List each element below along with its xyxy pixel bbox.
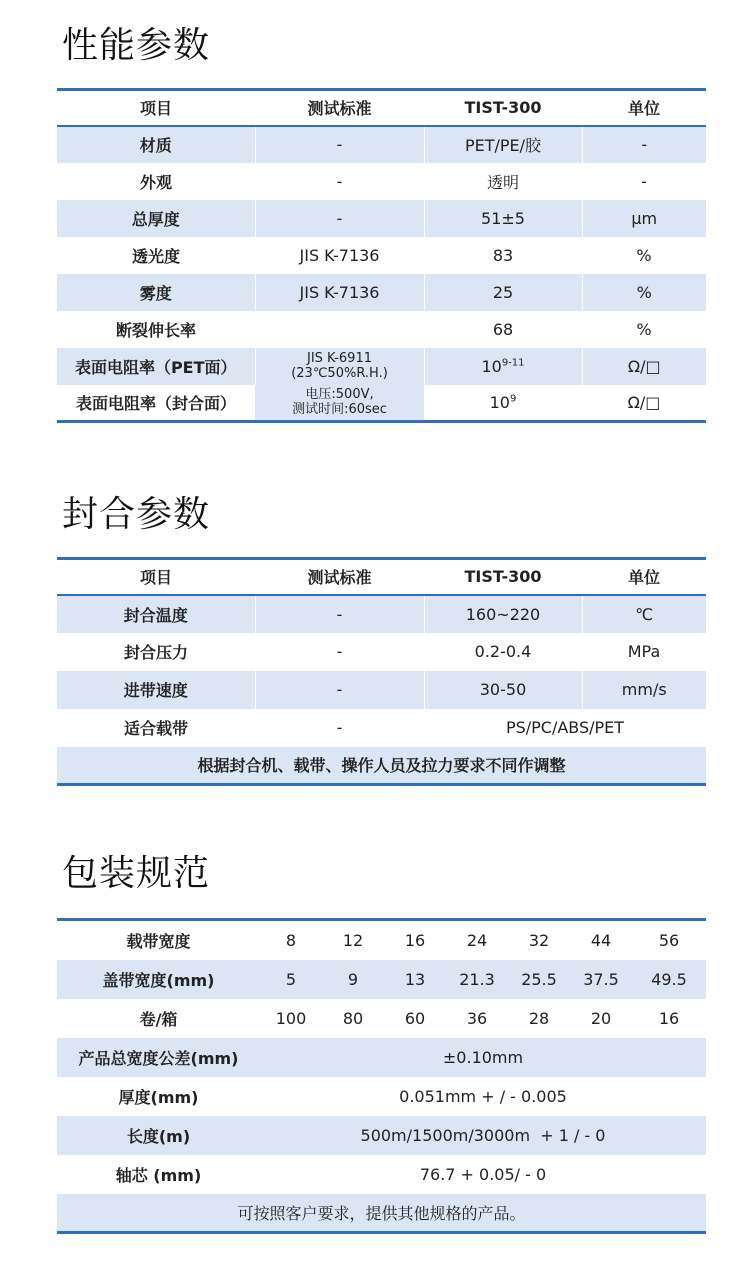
row-unit: % bbox=[582, 274, 706, 311]
row-value: 0.2-0.4 bbox=[474, 642, 532, 661]
standard-line: (23℃50%R.H.) bbox=[291, 366, 388, 381]
row-standard: JIS K-7136 bbox=[299, 245, 380, 265]
header-item: 项目 bbox=[57, 559, 255, 595]
standard-line: 电压:500V, bbox=[305, 387, 374, 403]
table-header-row bbox=[57, 90, 706, 126]
table-row bbox=[57, 348, 706, 385]
table-row bbox=[57, 237, 706, 274]
row-unit: MPa bbox=[627, 642, 661, 661]
row-standard: - bbox=[255, 126, 424, 163]
row-label: 产品总宽度公差(mm) bbox=[57, 1038, 260, 1077]
performance-table bbox=[57, 88, 706, 423]
row-item: 封合压力 bbox=[123, 643, 188, 662]
standard-line: JIS K-6911 bbox=[307, 351, 372, 366]
row-item: 总厚度 bbox=[57, 200, 255, 237]
table-header-row bbox=[57, 559, 706, 595]
standard-line: 测试时间:60sec bbox=[292, 402, 387, 418]
header-item: 项目 bbox=[57, 90, 255, 126]
cell: 12 bbox=[342, 930, 364, 950]
row-unit: μm bbox=[582, 200, 706, 237]
row-label: 长度(m) bbox=[57, 1116, 260, 1155]
row-item: 材质 bbox=[57, 126, 255, 163]
sealing-table bbox=[57, 557, 706, 786]
row-standard: - bbox=[336, 171, 343, 191]
row-standard: - bbox=[336, 718, 343, 737]
cell: 36 bbox=[466, 1008, 488, 1028]
value-exponent: 9 bbox=[509, 393, 517, 405]
row-standard: JIS K-7136 bbox=[255, 274, 424, 311]
row-label: 轴芯 (mm) bbox=[115, 1165, 202, 1185]
sealing-note: 根据封合机、载带、操作人员及拉力要求不同作调整 bbox=[57, 747, 706, 785]
row-item: 表面电阻率（PET面） bbox=[57, 348, 255, 385]
table-row bbox=[57, 126, 706, 163]
row-item: 透光度 bbox=[131, 246, 180, 266]
cell: 37.5 bbox=[570, 960, 632, 999]
value-exponent: 9-11 bbox=[501, 357, 525, 369]
row-item: 外观 bbox=[139, 172, 172, 192]
packaging-note: 可按照客户要求，提供其他规格的产品。 bbox=[57, 1194, 706, 1233]
cell: 16 bbox=[658, 1008, 680, 1028]
table-row bbox=[57, 1077, 706, 1116]
cell: 24 bbox=[466, 930, 488, 950]
cell: 32 bbox=[528, 930, 550, 950]
cell: 16 bbox=[404, 930, 426, 950]
table-row bbox=[57, 1116, 706, 1155]
row-standard bbox=[255, 385, 424, 422]
table-row bbox=[57, 709, 706, 747]
table-row bbox=[57, 595, 706, 633]
row-value: 68 bbox=[492, 319, 514, 339]
row-item: 适合载带 bbox=[123, 719, 188, 738]
row-value: 83 bbox=[492, 245, 514, 265]
row-unit: mm/s bbox=[582, 671, 706, 709]
header-standard: 测试标准 bbox=[255, 90, 424, 126]
table-row bbox=[57, 671, 706, 709]
row-standard: - bbox=[255, 595, 424, 633]
row-value: ±0.10mm bbox=[260, 1038, 706, 1077]
row-unit: - bbox=[641, 171, 647, 191]
table-row bbox=[57, 311, 706, 348]
cell: 20 bbox=[590, 1008, 612, 1028]
row-standard: - bbox=[255, 200, 424, 237]
table-row bbox=[57, 999, 706, 1038]
cell: 49.5 bbox=[632, 960, 706, 999]
row-item: 雾度 bbox=[57, 274, 255, 311]
cell: 5 bbox=[260, 960, 322, 999]
row-value bbox=[424, 385, 582, 422]
sealing-title: 封合参数 bbox=[62, 494, 211, 535]
cell: 25.5 bbox=[508, 960, 570, 999]
cell: 60 bbox=[404, 1008, 426, 1028]
row-standard bbox=[255, 348, 424, 385]
row-label: 载带宽度 bbox=[126, 931, 191, 951]
cell: 44 bbox=[590, 930, 612, 950]
row-item: 表面电阻率（封合面） bbox=[75, 393, 236, 413]
row-label: 厚度(mm) bbox=[118, 1087, 199, 1107]
cell: 28 bbox=[528, 1008, 550, 1028]
cell: 8 bbox=[285, 930, 297, 950]
table-row bbox=[57, 960, 706, 999]
cell: 100 bbox=[275, 1008, 307, 1028]
table-row bbox=[57, 747, 706, 785]
header-standard: 测试标准 bbox=[255, 559, 424, 595]
row-unit: Ω/□ bbox=[582, 348, 706, 385]
row-value: 25 bbox=[424, 274, 582, 311]
header-model: TIST-300 bbox=[424, 559, 582, 595]
row-unit: Ω/□ bbox=[627, 392, 661, 412]
cell: 13 bbox=[384, 960, 446, 999]
row-value: 0.051mm + / - 0.005 bbox=[399, 1086, 567, 1106]
row-value: 500m/1500m/3000m + 1 / - 0 bbox=[260, 1116, 706, 1155]
row-value: PET/PE/胶 bbox=[424, 126, 582, 163]
row-value: 30-50 bbox=[424, 671, 582, 709]
table-row bbox=[57, 633, 706, 671]
row-unit: ℃ bbox=[582, 595, 706, 633]
row-item: 封合温度 bbox=[57, 595, 255, 633]
row-item: 进带速度 bbox=[57, 671, 255, 709]
row-item: 断裂伸长率 bbox=[115, 320, 196, 340]
row-value bbox=[424, 348, 582, 385]
row-standard: - bbox=[255, 671, 424, 709]
row-unit: % bbox=[636, 319, 652, 339]
table-row bbox=[57, 920, 706, 960]
packaging-title: 包装规范 bbox=[62, 853, 211, 894]
table-row bbox=[57, 200, 706, 237]
header-unit: 单位 bbox=[582, 90, 706, 126]
table-row bbox=[57, 385, 706, 422]
table-row bbox=[57, 274, 706, 311]
value-base: 10 bbox=[489, 392, 510, 412]
cell: 80 bbox=[342, 1008, 364, 1028]
header-model: TIST-300 bbox=[424, 90, 582, 126]
row-value: 透明 bbox=[486, 172, 519, 192]
value-base: 10 bbox=[481, 356, 502, 376]
table-row bbox=[57, 1194, 706, 1233]
row-label: 盖带宽度(mm) bbox=[57, 960, 260, 999]
packaging-table bbox=[57, 918, 706, 1234]
row-standard bbox=[255, 311, 424, 348]
cell: 21.3 bbox=[446, 960, 508, 999]
performance-title: 性能参数 bbox=[62, 25, 211, 66]
row-value: 51±5 bbox=[424, 200, 582, 237]
row-unit: % bbox=[636, 245, 652, 265]
table-row bbox=[57, 163, 706, 200]
row-standard: - bbox=[336, 642, 343, 661]
row-value: PS/PC/ABS/PET bbox=[505, 718, 625, 737]
row-unit: - bbox=[582, 126, 706, 163]
row-value: 160~220 bbox=[424, 595, 582, 633]
row-value: 76.7 + 0.05/ - 0 bbox=[419, 1164, 547, 1184]
header-unit: 单位 bbox=[582, 559, 706, 595]
table-row bbox=[57, 1038, 706, 1077]
table-row bbox=[57, 1155, 706, 1194]
cell: 9 bbox=[322, 960, 384, 999]
cell: 56 bbox=[658, 930, 680, 950]
row-label: 卷/箱 bbox=[139, 1009, 178, 1029]
